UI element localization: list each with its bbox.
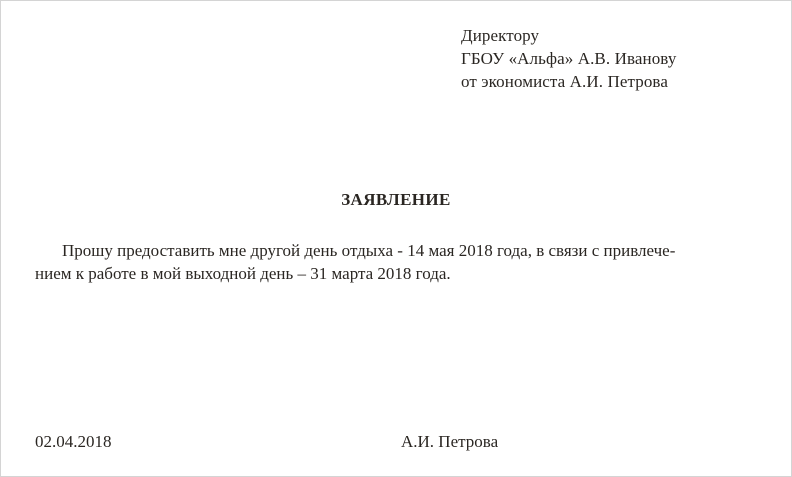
- document-title: ЗАЯВЛЕНИЕ: [341, 190, 451, 209]
- document-date: 02.04.2018: [35, 432, 112, 451]
- addressee-sender: от экономиста А.И. Петрова: [461, 72, 668, 91]
- addressee-organization: ГБОУ «Альфа» А.В. Иванову: [461, 49, 677, 68]
- body-line-2: нием к работе в мой выходной день – 31 марта 2018 года.: [35, 264, 451, 283]
- addressee-position: Директору: [461, 26, 540, 45]
- body-line-1: Прошу предоставить мне другой день отдыха - 14 мая 2018 года, в связи с привлече-: [62, 241, 676, 260]
- signature-name: А.И. Петрова: [401, 432, 499, 451]
- addressee-block: [461, 24, 676, 93]
- document-body: [35, 239, 775, 285]
